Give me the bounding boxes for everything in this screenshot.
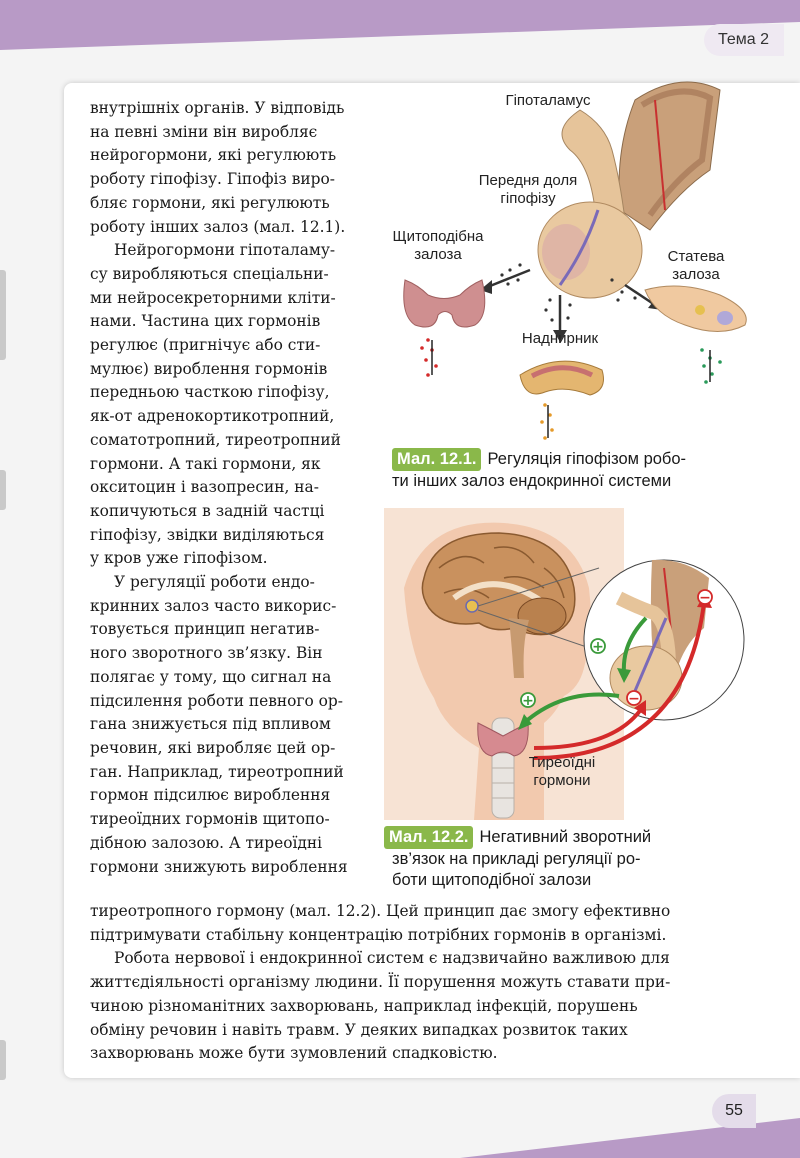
text-line: ми нейросекреторними кліти- xyxy=(90,288,336,307)
text-line: захворювань може бути зумовлений спадковістю. xyxy=(90,1044,498,1063)
text-line: Нейрогормони гіпоталаму- xyxy=(114,241,336,260)
text-line: роботу гіпофізу. Гіпофіз виро- xyxy=(90,170,335,189)
text-line: підтримувати стабільну концентрацію потрібних гормонів в організмі. xyxy=(90,925,667,944)
minus-sign-1-text: − xyxy=(628,691,640,707)
header-band xyxy=(0,0,800,70)
caption-line: зв’язок на прикладі регуляції ро- xyxy=(392,850,641,868)
label-anterior-pituitary xyxy=(458,172,598,208)
label-line: гіпофізу xyxy=(500,190,556,207)
caption-text: Регуляція гіпофізом робо- xyxy=(487,450,687,468)
text-line: внутрішніх органів. У відповідь xyxy=(90,99,345,117)
label-line: залоза xyxy=(672,266,720,283)
text-line: життєдіяльності організму людини. Її порушення можуть ставати при- xyxy=(90,973,671,992)
text-line: бляє гормони, які регулюють xyxy=(90,193,330,212)
text-line: У регуляції роботи ендо- xyxy=(114,573,315,592)
text-line: тиреотропного гормону (мал. 12.2). Цей принцип дає змогу ефективно xyxy=(90,902,671,920)
label-line: Щитоподібна xyxy=(392,228,484,245)
text-line: нейрогормони, які регулюють xyxy=(90,146,337,165)
text-line: окситоцин і вазопресин, на- xyxy=(90,478,319,497)
text-line: гормон підсилює вироблення xyxy=(90,786,331,805)
label-line: гормони xyxy=(533,772,591,789)
caption-line xyxy=(384,826,714,849)
caption-tag: Мал. 12.1. xyxy=(392,448,481,471)
figure-12-1-caption xyxy=(392,448,737,492)
text-line: кринних залоз часто викорис- xyxy=(90,596,337,615)
caption-line: ти інших залоз ендокринної системи xyxy=(392,472,672,490)
label-line: Статева xyxy=(667,248,725,265)
text-line: гана знижується під впливом xyxy=(90,715,331,734)
text-line: соматотропний, тиреотропний xyxy=(90,430,341,449)
text-line: копичуються в задній частці xyxy=(90,501,325,520)
text-line: товується принцип негатив- xyxy=(90,620,320,639)
text-line: ного зворотного зв’язку. Він xyxy=(90,644,323,663)
main-text-column xyxy=(90,97,370,879)
text-line: гіпофізу, звідки виділяються xyxy=(90,525,325,544)
text-line: тиреоїдних гормонів щитопо- xyxy=(90,810,330,829)
text-line: підсилення роботи певного ор- xyxy=(90,691,343,710)
footer-band xyxy=(0,1110,800,1158)
label-thyroid-hormones xyxy=(512,754,612,790)
label-gonad xyxy=(646,248,746,284)
page-number: 55 xyxy=(712,1094,756,1128)
label-thyroid xyxy=(378,228,498,264)
label-adrenal: Наднирник xyxy=(521,330,599,347)
caption-text: Негативний зворотний xyxy=(479,828,652,846)
text-line: дібною залозою. А тиреоїдні xyxy=(90,833,323,852)
plus-sign-2-text: + xyxy=(522,693,534,709)
figure-12-2-caption xyxy=(384,826,714,891)
caption-tag: Мал. 12.2. xyxy=(384,826,473,849)
theme-tab: Тема 2 xyxy=(704,24,784,56)
plus-sign-1-text: + xyxy=(592,639,604,655)
text-line: мулює) вироблення гормонів xyxy=(90,359,328,378)
text-line: чиною різноманітних захворювань, наприклад інфекцій, порушень xyxy=(90,996,638,1015)
text-line: гормони знижують вироблення xyxy=(90,857,348,876)
thyroid-gland-shape xyxy=(404,280,485,327)
text-line: у кров уже гіпофізом. xyxy=(90,549,268,568)
text-line: Робота нервової і ендокринної систем є надзвичайно важливою для xyxy=(114,949,670,968)
label-line: Тиреоїдні xyxy=(528,754,596,771)
text-line: су виробляються спеціальни- xyxy=(90,264,329,283)
text-line: регулює (пригнічує або сти- xyxy=(90,336,321,355)
edge-mark xyxy=(0,1040,6,1080)
minus-sign-2-text: − xyxy=(699,590,711,606)
text-line: обміну речовин і навіть травм. У деяких випадках розвиток таких xyxy=(90,1020,628,1039)
full-width-text xyxy=(90,900,728,1066)
text-line: як-от адренокортикотропний, xyxy=(90,407,335,426)
label-line: залоза xyxy=(414,246,462,263)
pituitary-marker xyxy=(466,600,478,612)
text-line: передньою часткою гіпофізу, xyxy=(90,383,330,402)
edge-mark xyxy=(0,470,6,510)
caption-line: боти щитоподібної залози xyxy=(392,871,592,889)
text-line: нами. Частина цих гормонів xyxy=(90,312,321,331)
text-line: роботу інших залоз (мал. 12.1). xyxy=(90,217,346,236)
label-line: Передня доля xyxy=(478,172,578,189)
text-line: полягає у тому, що сигнал на xyxy=(90,667,332,686)
label-hypothalamus: Гіпоталамус xyxy=(505,92,591,109)
caption-line xyxy=(392,448,737,471)
text-line: ган. Наприклад, тиреотропний xyxy=(90,762,344,781)
text-line: речовин, які виробляє цей ор- xyxy=(90,738,336,757)
text-line: гормони. А такі гормони, як xyxy=(90,454,321,473)
text-line: на певні зміни він виробляє xyxy=(90,122,318,141)
edge-mark xyxy=(0,270,6,360)
